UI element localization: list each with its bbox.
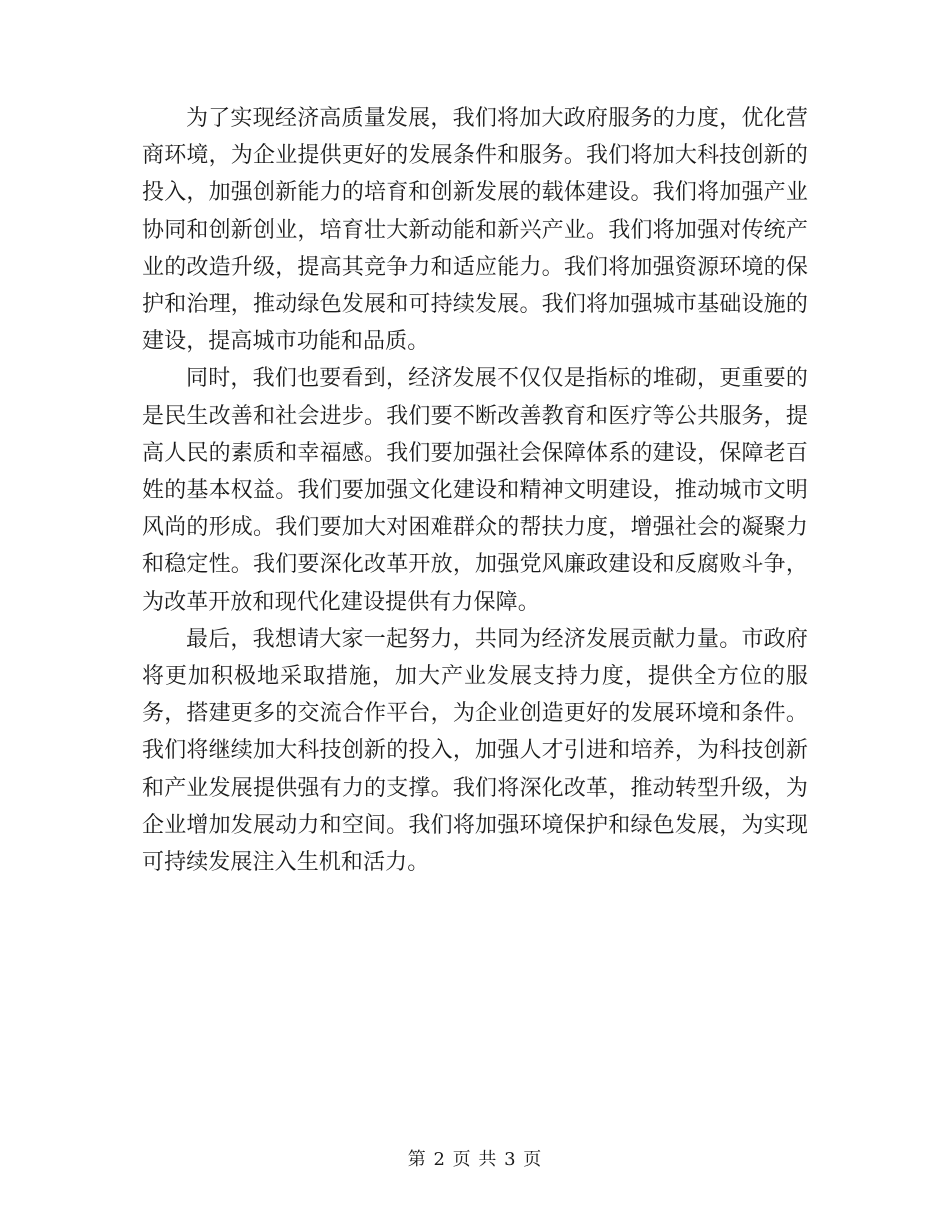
- page-number-footer: 第 2 页 共 3 页: [407, 1149, 543, 1170]
- paragraph-1: 为了实现经济高质量发展，我们将加大政府服务的力度，优化营商环境，为企业提供更好的发展条件和服务。我们将加大科技创新的投入，加强创新能力的培育和创新发展的载体建设。我们将加强产业协同和创新创业，培育壮大新动能和新兴产业。我们将加强对传统产业的改造升级，提高其竞争力和适应能力。我们将加强资源环境的保护和治理，推动绿色发展和可持续发展。我们将加强城市基础设施的建设，提高城市功能和品质。: [142, 106, 808, 355]
- document-body: [142, 100, 808, 881]
- paragraph-3: 最后，我想请大家一起努力，共同为经济发展贡献力量。市政府将更加积极地采取措施，加大产业发展支持力度，提供全方位的服务，搭建更多的交流合作平台，为企业创造更好的发展环境和条件。我们将继续加大科技创新的投入，加强人才引进和培养，为科技创新和产业发展提供强有力的支撑。我们将深化改革，推动转型升级，为企业增加发展动力和空间。我们将加强环境保护和绿色发展，为实现可持续发展注入生机和活力。: [142, 626, 808, 876]
- paragraph-2: 同时，我们也要看到，经济发展不仅仅是指标的堆砌，更重要的是民生改善和社会进步。我们要不断改善教育和医疗等公共服务，提高人民的素质和幸福感。我们要加强社会保障体系的建设，保障老百姓的基本权益。我们要加强文化建设和精神文明建设，推动城市文明风尚的形成。我们要加大对困难群众的帮扶力度，增强社会的凝聚力和稳定性。我们要深化改革开放，加强党风廉政建设和反腐败斗争，为改革开放和现代化建设提供有力保障。: [142, 366, 808, 615]
